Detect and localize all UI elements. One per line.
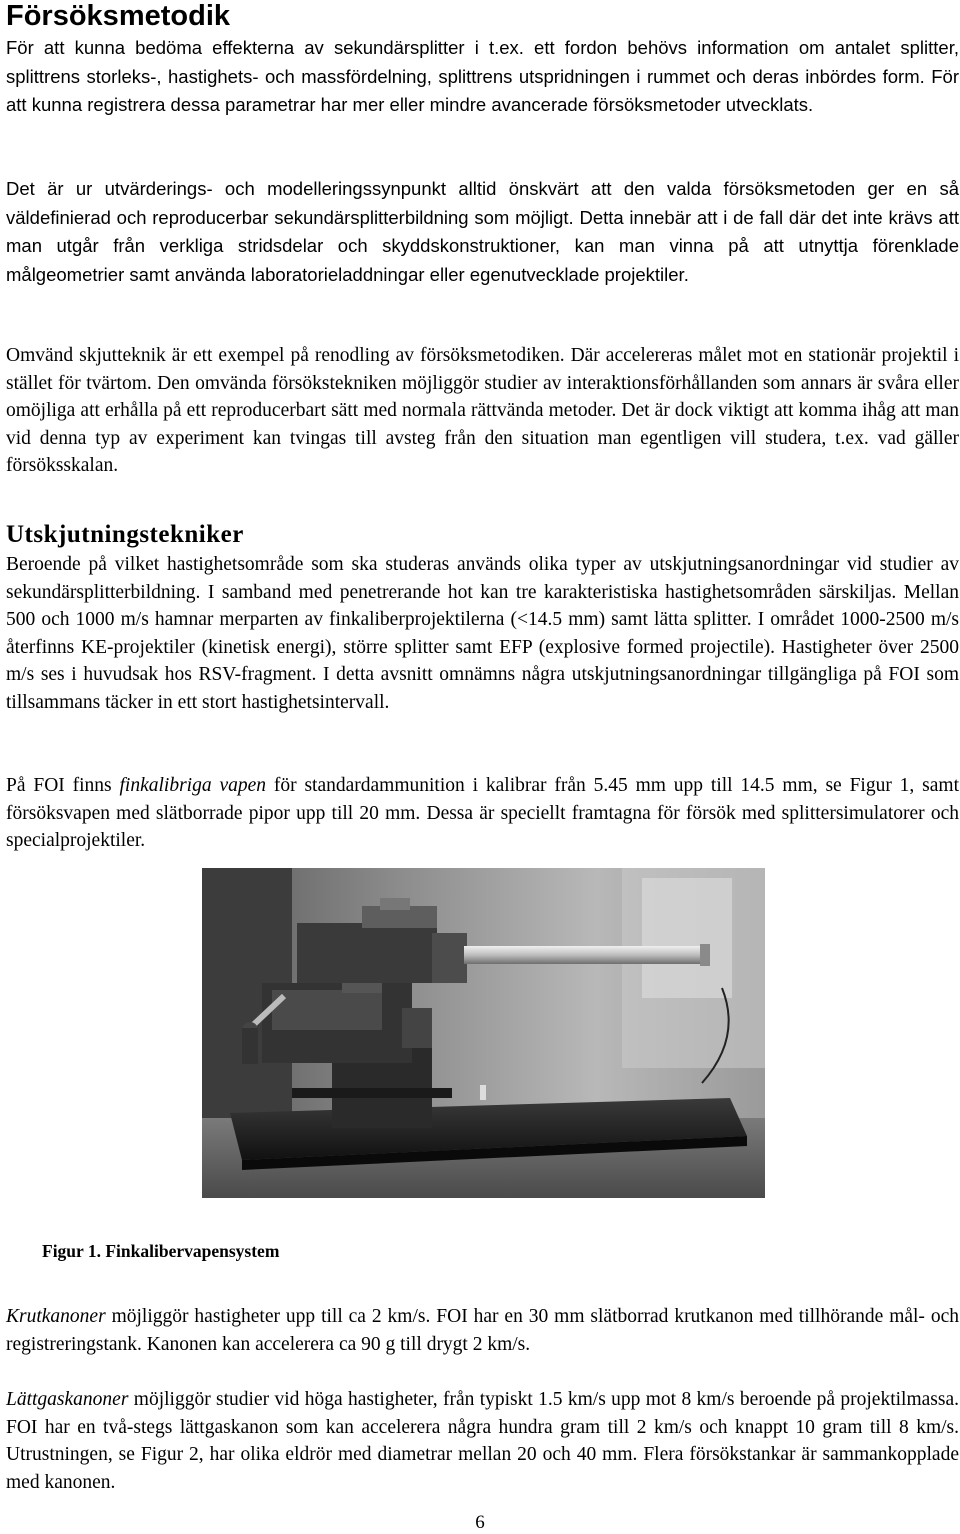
figure-caption: Figur 1. Finkalibervapensystem [42,1241,280,1261]
method-text-a: Det är ur utvärderings- och modelleringssynpunkt alltid önskvärt att den valda försöksmetoden ger en så väldefinierad och reproducerbar sekundärsplitterbildning som möjligt. [6,178,959,228]
paragraph-method [6,175,959,289]
figure-weapon-photo [202,868,765,1198]
paragraph-intro [6,34,959,120]
p7-emphasis: Lättgaskanoner [6,1389,129,1410]
intro-text-b: För att kunna registrera dessa parametrar har mer eller mindre avancerade försöksmetoder utvecklats. [6,65,960,116]
paragraph-reverse-technique: Omvänd skjutteknik är ett exempel på renodling av försöksmetodiken. Där accelereras målet mot en stationär projektil i stället för tvärtom. Den omvända försökstekniken möjliggör studier av interaktionsförhållanden som annars är svåra eller omöjliga att erhålla på ett reproducerbart sätt med normala rättvända metoder. Det är dock viktigt att komma ihåg att man vid denna typ av experiment kan tvingas till avsteg från den situation man egentligen vill studera, t.ex. vad gäller försöksskalan. [6,345,959,477]
paragraph-light-gas-guns [6,1386,959,1496]
paragraph-small-calibre [6,772,959,855]
p6-post: möjliggör hastigheter upp till ca 2 km/s. FOI har en 30 mm slätborrad krutkanon med tillhörande mål- och registreringstank. Kanonen kan accelerera ca 90 g till drygt 2 km/s. [6,1306,959,1355]
section-heading: Försöksmetodik [6,0,230,32]
subsection-heading: Utskjutningstekniker [6,521,244,548]
method-text-b: Detta innebär att i de fall där det inte krävs att man utgår från verkliga stridsdelar och skyddskonstruktioner, kan man vinna på att utnyttja förenklade målgeometrier samt använda laboratorieladdningar eller egenutvecklade projektiler. [6,206,959,285]
p5-pre: På FOI finns [6,775,120,796]
intro-text-a: För att kunna bedöma effekterna av sekundärsplitter i t.ex. ett fordon behövs information om antalet splitter, splittrens storleks-, hastighets- och massfördelning, splittrens utspridningen i rummet och deras inbördes form. [6,37,959,87]
paragraph-powder-guns [6,1303,959,1358]
page-number: 6 [475,1512,485,1533]
weapon-system-photo [202,868,765,1198]
p5-emphasis: finkalibriga vapen [119,775,266,796]
p7-post: möjliggör studier vid höga hastigheter, från typiskt 1.5 km/s upp mot 8 km/s beroende på projektilmassa. FOI har en två-stegs lättgaskanon som kan accelerera några hundra gram till 2 km/s och knappt 10 gram till 8 km/s. Utrustningen, se Figur 2, har olika eldrör med diametrar mellan 20 och 40 mm. Flera försökstankar är sammankopplade med kanonen. [6,1389,959,1493]
paragraph-launch-techniques: Beroende på vilket hastighetsområde som ska studeras används olika typer av utskjutningsanordningar vid studier av sekundärsplitterbildning. I samband med penetrerande hot kan tre karakteristiska hastighetsområden särskiljas. Mellan 500 och 1000 m/s hamnar merparten av finkaliberprojektilerna (<14.5 mm) samt lätta splitter. I området 1000-2500 m/s återfinns KE-projektiler (kinetisk energi), större splitter samt EFP (explosive formed projectile). Hastigheter över 2500 m/s ses i huvudsak hos RSV-fragment. I detta avsnitt omnämns några utskjutningsanordningar tillgängliga på FOI som tillsammans täcker in ett stort hastighetsintervall. [6,554,959,713]
p6-emphasis: Krutkanoner [6,1306,106,1327]
p5-post: för standardammunition i kalibrar från 5.45 mm upp till 14.5 mm, se Figur 1, samt försöksvapen med slätborrade pipor upp till 20 mm. Dessa är speciellt framtagna för försök med splittersimulatorer och specialprojektiler. [6,775,959,852]
